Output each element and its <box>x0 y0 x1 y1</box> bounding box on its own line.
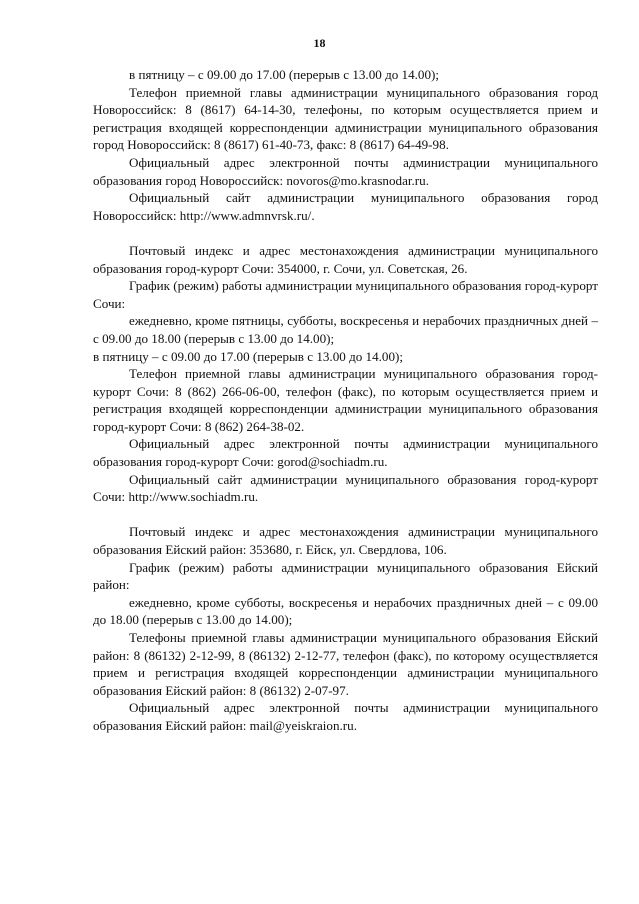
document-paragraph: Официальный сайт администрации муниципального образования город-курорт Сочи: http://www.sochiadm.ru. <box>93 471 598 505</box>
document-body <box>93 66 598 735</box>
document-paragraph: Официальный адрес электронной почты администрации муниципального образования город Новороссийск: novoros@mo.krasnodar.ru. <box>93 154 598 188</box>
document-paragraph: График (режим) работы администрации муниципального образования город-курорт Сочи: <box>93 278 598 311</box>
document-paragraph: ежедневно, кроме субботы, воскресенья и нерабочих праздничных дней – с 09.00 до 18.00 (перерыв с 13.00 до 14.00); <box>93 594 598 628</box>
document-paragraph: в пятницу – с 09.00 до 17.00 (перерыв с 13.00 до 14.00); <box>129 67 440 82</box>
document-paragraph: в пятницу – с 09.00 до 17.00 (перерыв с 13.00 до 14.00); <box>93 348 404 364</box>
document-paragraph: Официальный адрес электронной почты администрации муниципального образования Ейский район: mail@yeiskraion.ru. <box>93 700 598 733</box>
document-paragraph: Официальный сайт администрации муниципального образования город Новороссийск: http://www.admnvrsk.ru/. <box>93 190 598 223</box>
document-paragraph: Почтовый индекс и адрес местонахождения администрации муниципального образования Ейский район: 353680, г. Ейск, ул. Свердлова, 106. <box>93 524 598 558</box>
document-paragraph: Официальный адрес электронной почты администрации муниципального образования город-курорт Сочи: gorod@sochiadm.ru. <box>93 436 598 470</box>
document-paragraph: Телефон приемной главы администрации муниципального образования город-курорт Сочи: 8 (862) 266-06-00, телефон (факс), по которым осуществляется прием и регистрация входящей корреспонденции администрации муниципального образования город-курорт Сочи: 8 (862) 264-38-02. <box>93 366 598 434</box>
page-number: 18 <box>313 36 326 50</box>
document-paragraph: Телефон приемной главы администрации муниципального образования город Новороссийск: 8 (8617) 64-14-30, телефоны, по которым осуществляется прием и регистрация входящей корреспонденции администрации муниципального образования город Новороссийск: 8 (8617) 61-40-73, факс: 8 (8617) 64-49-98. <box>93 84 598 153</box>
document-paragraph: График (режим) работы администрации муниципального образования Ейский район: <box>93 559 598 593</box>
document-paragraph: Почтовый индекс и адрес местонахождения администрации муниципального образования город-курорт Сочи: 354000, г. Сочи, ул. Советская, 26. <box>93 242 598 276</box>
document-paragraph: ежедневно, кроме пятницы, субботы, воскресенья и нерабочих праздничных дней – с 09.00 до 18.00 (перерыв с 13.00 до 14.00); <box>93 313 598 346</box>
document-paragraph: Телефоны приемной главы администрации муниципального образования Ейский район: 8 (86132) 2-12-99, 8 (86132) 2-12-77, телефон (факс), по которому осуществляется прием и регистрация входящей корреспонденции администрации муниципального образования Ейский район: 8 (86132) 2-07-97. <box>93 630 598 698</box>
